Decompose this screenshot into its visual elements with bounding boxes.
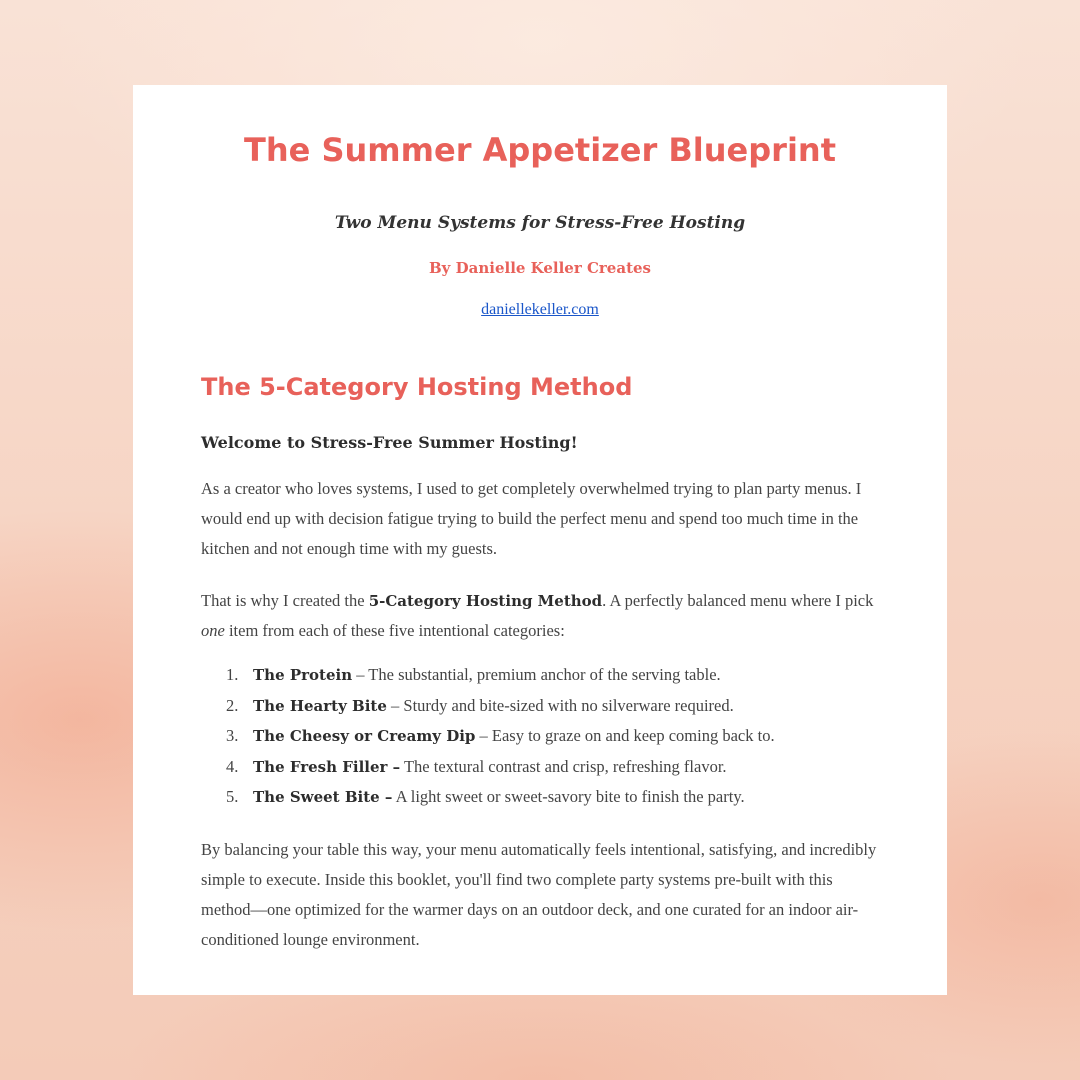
list-item [201,721,879,752]
list-item [201,782,879,813]
method-text-middle: . A perfectly balanced menu where I pick [602,591,874,610]
section-heading: The 5-Category Hosting Method [201,373,633,401]
list-item [201,752,879,783]
method-text-after: item from each of these five intentional categories: [224,621,565,640]
document-title: The Summer Appetizer Blueprint [244,131,836,169]
list-item-name: The Hearty Bite [253,696,387,715]
closing-paragraph: By balancing your table this way, your menu automatically feels intentional, satisfying, and incredibly simple to execute. Inside this booklet, you'll find two complete party systems pre-built with this method—one optimized for the warmer days on an outdoor deck, and one curated for an indoor air-conditioned lounge environment. [201,839,877,949]
method-emphasis: one [201,621,225,640]
document-page [133,85,947,995]
list-item-name: The Protein [253,666,353,684]
list-item-description: – Sturdy and bite-sized with no silverware required. [386,695,734,715]
method-name-bold: 5-Category Hosting Method [368,592,603,610]
list-item [201,660,879,691]
list-item-number: 5. [226,787,239,806]
intro-paragraph: As a creator who loves systems, I used to get completely overwhelmed trying to plan party menus. I would end up with decision fatigue trying to build the perfect menu and spend too much time in the kitchen and not enough time with my guests. [201,479,862,558]
method-paragraph [201,586,879,646]
list-item-description: A light sweet or sweet-savory bite to finish the party. [392,787,745,806]
list-item-number: 4. [226,756,239,776]
author-byline: By Danielle Keller Creates [429,259,651,277]
list-item-description: The textural contrast and crisp, refreshing flavor. [400,756,727,776]
list-item-name: The Sweet Bite – [253,788,393,806]
list-item-name: The Fresh Filler – [253,757,401,776]
method-text-before: That is why I created the [201,591,369,610]
list-item-name: The Cheesy or Creamy Dip [253,727,476,745]
category-list [201,660,879,813]
document-subtitle: Two Menu Systems for Stress-Free Hosting [334,213,746,233]
list-item [201,691,879,722]
list-item-number: 3. [226,726,239,745]
website-link[interactable]: daniellekeller.com [481,301,599,318]
welcome-heading: Welcome to Stress-Free Summer Hosting! [201,433,578,452]
list-item-number: 1. [226,665,239,684]
list-item-description: – Easy to graze on and keep coming back to. [475,726,775,745]
list-item-description: – The substantial, premium anchor of the serving table. [352,665,721,684]
website-line [201,301,879,319]
list-item-number: 2. [226,695,239,715]
